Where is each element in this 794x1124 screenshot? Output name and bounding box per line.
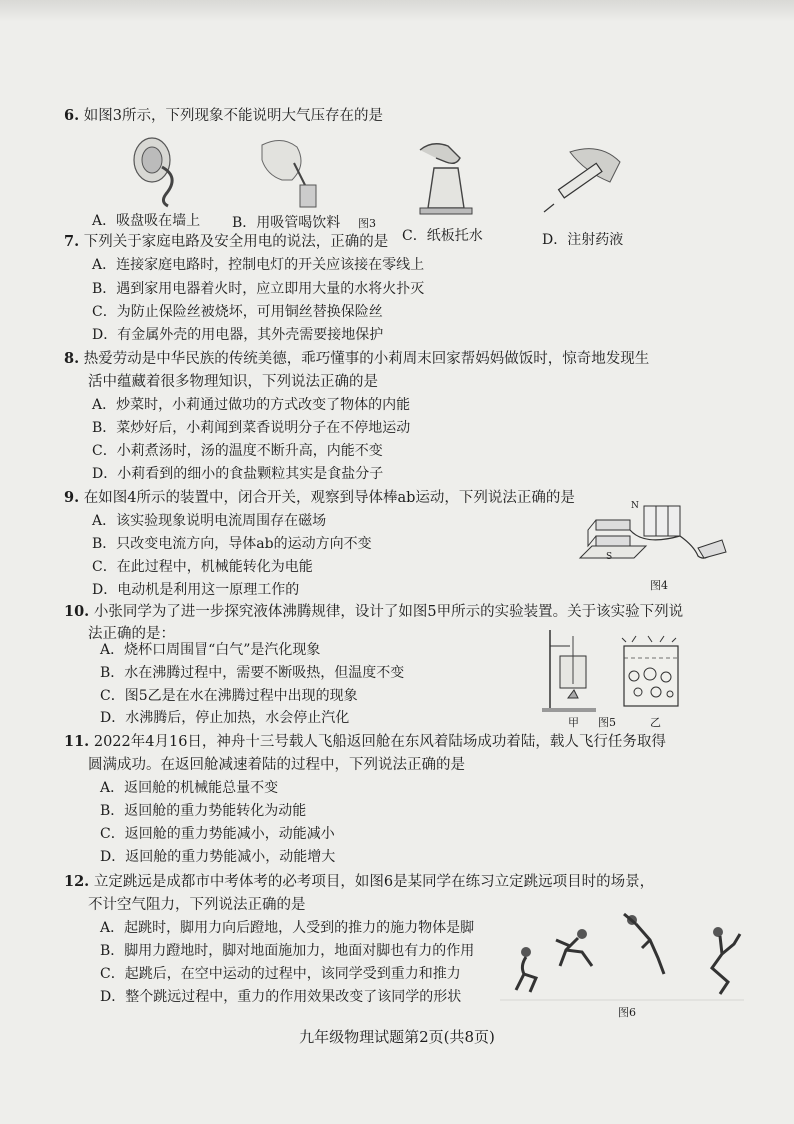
q6-option-a: A．吸盘吸在墙上 <box>92 213 201 229</box>
page-footer: 九年级物理试题第2页(共8页) <box>299 1028 495 1046</box>
q6-stem-text: 如图3所示，下列现象不能说明大气压存在的是 <box>83 108 383 124</box>
q6-option-b: B．用吸管喝饮料 <box>232 215 341 231</box>
q10-option-d: D．水沸腾后，停止加热，水会停止汽化 <box>100 710 350 726</box>
q12-option-b: B．脚用力蹬地时，脚对地面施加力，地面对脚也有力的作用 <box>100 943 475 959</box>
q6-stem <box>64 106 383 126</box>
q8-stem-line1 <box>64 349 649 369</box>
q11-number: 11. <box>64 733 90 750</box>
syringe-figure <box>540 142 632 217</box>
q11-option-b: B．返回舱的重力势能转化为动能 <box>100 803 307 819</box>
q10-figure-label-jia: 甲 <box>568 716 579 729</box>
paper-holds-water-figure <box>412 140 478 220</box>
q10-stem-text-1: 小张同学为了进一步探究液体沸腾规律，设计了如图5甲所示的实验装置。关于该实验下列说 <box>93 604 684 620</box>
q8-number: 8. <box>64 350 80 367</box>
q8-stem-text-1: 热爱劳动是中华民族的传统美德，乖巧懂事的小莉周末回家帮妈妈做饭时，惊奇地发现生 <box>83 351 650 367</box>
q9-option-a: A．该实验现象说明电流周围存在磁场 <box>92 513 327 529</box>
magnet-south-label: S <box>606 552 613 562</box>
q9-stem <box>64 488 575 508</box>
motor-principle-figure <box>574 496 734 574</box>
q9-number: 9. <box>64 489 80 506</box>
q12-number: 12. <box>64 873 90 890</box>
q12-option-d: D．整个跳远过程中，重力的作用效果改变了该同学的形状 <box>100 989 462 1005</box>
q8-stem-line2: 活中蕴藏着很多物理知识，下列说法正确的是 <box>88 374 378 390</box>
q7-option-a: A．连接家庭电路时，控制电灯的开关应该接在零线上 <box>92 257 425 273</box>
q10-option-b: B．水在沸腾过程中，需要不断吸热，但温度不变 <box>100 665 405 681</box>
q7-option-b: B．遇到家用电器着火时，应立即用大量的水将火扑灭 <box>92 281 425 297</box>
q11-stem-line2: 圆满成功。在返回舱减速着陆的过程中，下列说法正确的是 <box>88 757 465 773</box>
q11-option-a: A．返回舱的机械能总量不变 <box>100 780 279 796</box>
q7-option-c: C．为防止保险丝被烧坏，可用铜丝替换保险丝 <box>92 304 383 320</box>
boiling-bubbles-figure <box>618 634 684 710</box>
q8-option-b: B．菜炒好后，小莉闻到菜香说明分子在不停地运动 <box>92 420 411 436</box>
q10-figure-label: 图5 <box>598 716 616 729</box>
q12-stem-line1 <box>64 872 654 892</box>
scan-top-shadow <box>0 0 794 22</box>
q6-option-d: D．注射药液 <box>542 232 624 248</box>
q9-option-d: D．电动机是利用这一原理工作的 <box>92 582 300 598</box>
magnet-north-label: N <box>631 501 639 511</box>
q8-option-c: C．小莉煮汤时，汤的温度不断升高，内能不变 <box>92 443 383 459</box>
q12-stem-text-1: 立定跳远是成都市中考体考的必考项目，如图6是某同学在练习立定跳远项目时的场景， <box>93 874 655 890</box>
q10-stem-line1 <box>64 602 683 622</box>
suction-cup-figure <box>122 132 192 212</box>
q6-figure-label: 图3 <box>358 217 376 230</box>
q7-number: 7. <box>64 233 80 250</box>
q9-stem-text: 在如图4所示的装置中，闭合开关，观察到导体棒ab运动，下列说法正确的是 <box>83 490 575 506</box>
q10-option-a: A．烧杯口周围冒“白气”是汽化现象 <box>100 642 321 658</box>
q12-option-a: A．起跳时，脚用力向后蹬地，人受到的推力的施力物体是脚 <box>100 920 475 936</box>
q8-option-d: D．小莉看到的细小的食盐颗粒其实是食盐分子 <box>92 466 384 482</box>
boiling-apparatus-figure <box>540 626 602 714</box>
q7-option-d: D．有金属外壳的用电器，其外壳需要接地保护 <box>92 327 384 343</box>
q11-stem-text-1: 2022年4月16日，神舟十三号载人飞船返回舱在东风着陆场成功着陆，载人飞行任务取得 <box>93 734 666 750</box>
q10-option-c: C．图5乙是在水在沸腾过程中出现的现象 <box>100 688 358 704</box>
q11-option-c: C．返回舱的重力势能减小，动能减小 <box>100 826 335 842</box>
q6-option-c: C．纸板托水 <box>402 228 483 244</box>
q10-number: 10. <box>64 603 90 620</box>
q11-stem-line1 <box>64 732 666 752</box>
straw-drinking-figure <box>252 135 322 210</box>
q9-option-c: C．在此过程中，机械能转化为电能 <box>92 559 313 575</box>
q12-option-c: C．起跳后，在空中运动的过程中，该同学受到重力和推力 <box>100 966 461 982</box>
q12-figure-label: 图6 <box>618 1006 636 1019</box>
q9-option-b: B．只改变电流方向，导体ab的运动方向不变 <box>92 536 372 552</box>
q12-stem-line2: 不计空气阻力，下列说法正确的是 <box>88 897 306 913</box>
q6-number: 6. <box>64 107 80 124</box>
q11-option-d: D．返回舱的重力势能减小，动能增大 <box>100 849 336 865</box>
q10-stem-line2: 法正确的是： <box>88 626 175 642</box>
q7-stem-text: 下列关于家庭电路及安全用电的说法，正确的是 <box>83 234 389 250</box>
q8-option-a: A．炒菜时，小莉通过做功的方式改变了物体的内能 <box>92 397 411 413</box>
q10-figure-label-yi: 乙 <box>650 716 661 729</box>
q9-figure-label: 图4 <box>650 579 668 592</box>
q7-stem <box>64 232 388 252</box>
standing-long-jump-figure <box>500 904 744 1010</box>
